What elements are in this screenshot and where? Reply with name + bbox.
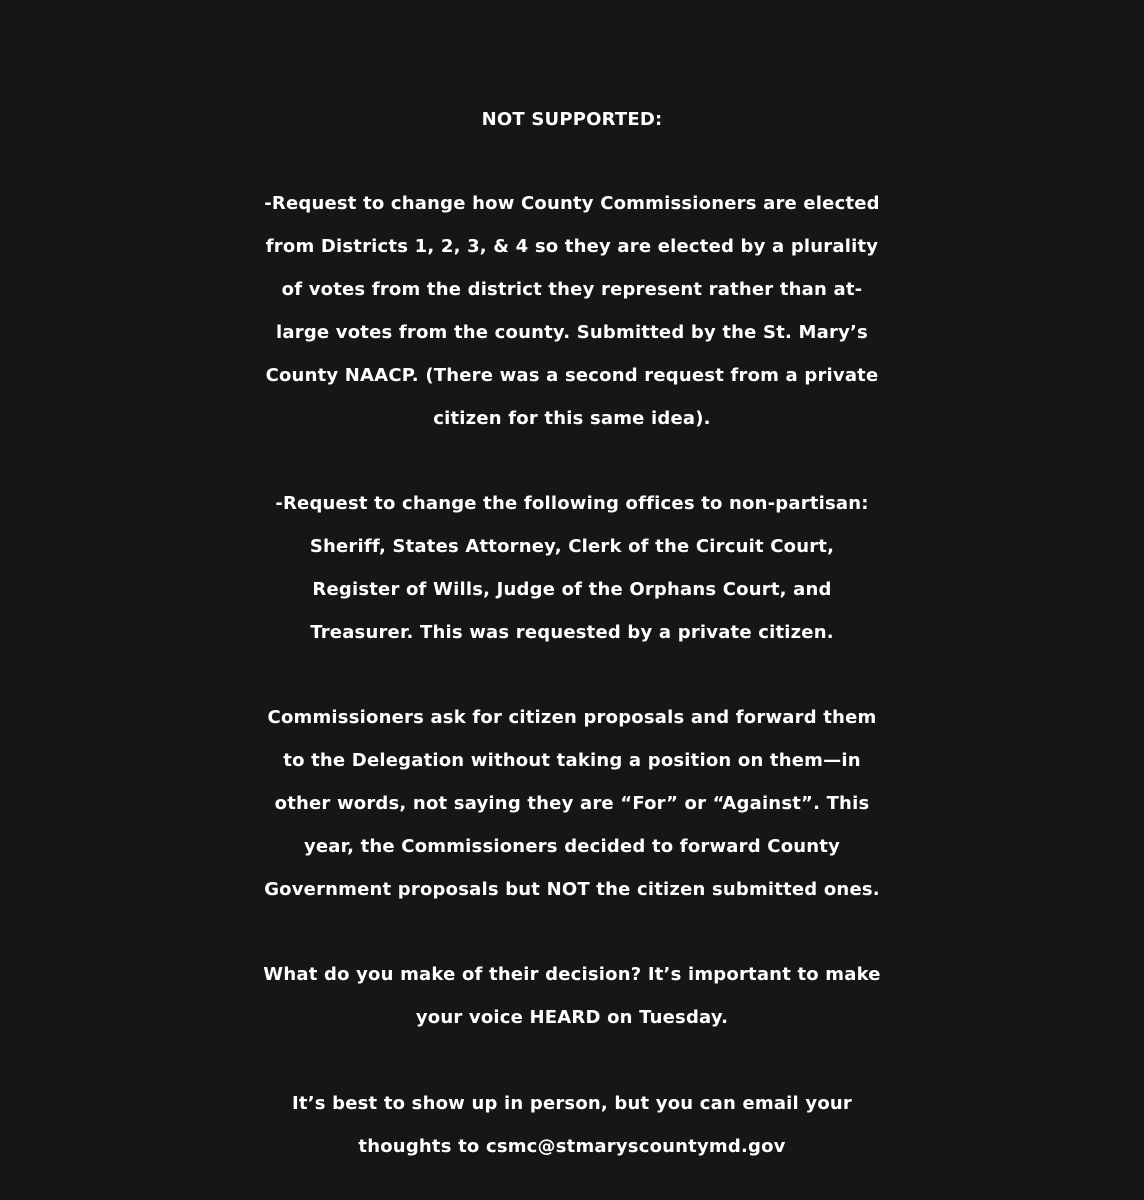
explanation-line: to the Delegation without taking a position on them—in bbox=[283, 750, 861, 771]
explanation-line: other words, not saying they are “For” or “Against”. This bbox=[274, 793, 870, 814]
request1-line: -Request to change how County Commissioners are elected bbox=[264, 193, 880, 214]
request2-line: Sheriff, States Attorney, Clerk of the Circuit Court, bbox=[309, 536, 835, 557]
closing-line: It’s best to show up in person, but you can email your bbox=[292, 1093, 852, 1114]
explanation-line: year, the Commissioners decided to forward County bbox=[303, 836, 841, 857]
request2-line: Treasurer. This was requested by a private citizen. bbox=[310, 622, 834, 643]
explanation-line: Government proposals but NOT the citizen submitted ones. bbox=[264, 879, 880, 900]
request2-line: Register of Wills, Judge of the Orphans Court, and bbox=[312, 579, 832, 600]
request1-line: of votes from the district they represent rather than at- bbox=[281, 279, 863, 300]
closing-line: thoughts to csmc@stmaryscountymd.gov bbox=[358, 1136, 786, 1157]
explanation-line: Commissioners ask for citizen proposals and forward them bbox=[267, 707, 877, 728]
request2-line: -Request to change the following offices to non-partisan: bbox=[275, 493, 869, 514]
question-line: your voice HEARD on Tuesday. bbox=[415, 1007, 729, 1028]
question-line: What do you make of their decision? It’s important to make bbox=[263, 964, 881, 985]
request1-line: County NAACP. (There was a second request from a private bbox=[265, 365, 879, 386]
request1-line: large votes from the county. Submitted by the St. Mary’s bbox=[276, 322, 868, 343]
heading-not-supported: NOT SUPPORTED: bbox=[481, 109, 663, 130]
request1-line: from Districts 1, 2, 3, & 4 so they are elected by a plurality bbox=[265, 236, 879, 257]
request1-line: citizen for this same idea). bbox=[433, 408, 711, 429]
